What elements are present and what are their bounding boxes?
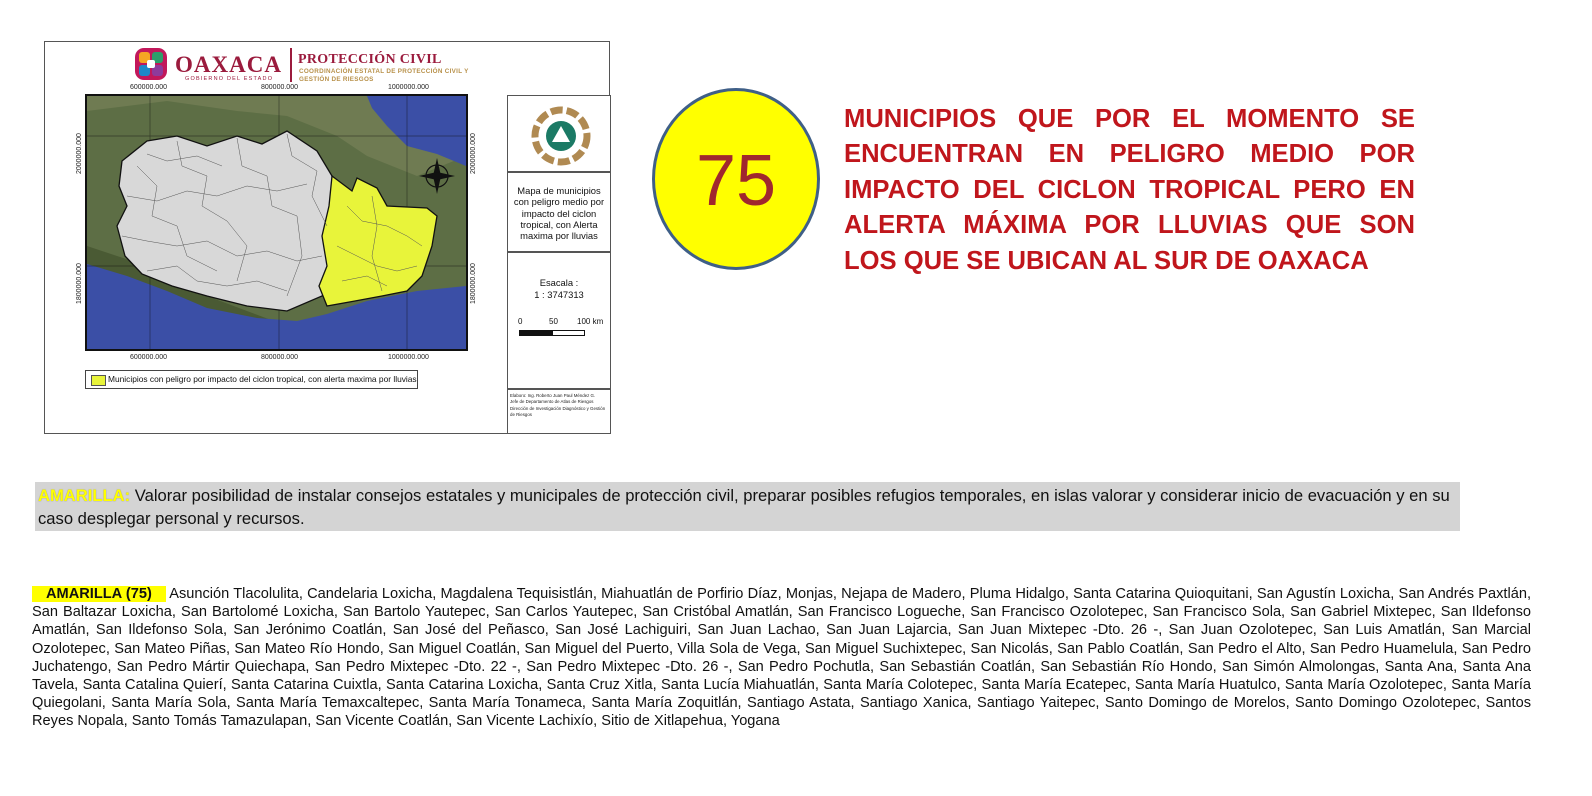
header-divider: [290, 48, 292, 82]
side-logo-box: [507, 95, 611, 172]
state-name: OAXACA: [175, 52, 282, 77]
scale-bar: [519, 330, 585, 336]
credit-line: Jefe de Departamento de Atlas de Riesgos: [510, 399, 594, 405]
scale-ratio: 1 : 3747313: [534, 289, 584, 300]
scale-tick-100: 100 km: [577, 317, 604, 326]
coord-left-2: 1800000.000: [76, 263, 83, 304]
map-credits: [508, 390, 610, 422]
headline: MUNICIPIOS QUE POR EL MOMENTO SE ENCUENTRAN EN PELIGRO MEDIO POR IMPACTO DEL CICLON TROPICAL PERO EN ALERTA MÁXIMA POR LLUVIAS QUE SON LOS QUE SE UBICAN AL SUR DE OAXACA: [844, 105, 1415, 275]
scale-label: Esacala :: [539, 277, 579, 288]
alert-paragraph: [38, 485, 1456, 530]
civil-protection-logo-icon: [508, 96, 612, 173]
state-subtitle: GOBIERNO DEL ESTADO: [185, 76, 274, 82]
agency-subtitle: COORDINACIÓN ESTATAL DE PROTECCIÓN CIVIL Y GESTIÓN DE RIESGOS: [299, 68, 469, 83]
municipality-names: Asunción Tlacolulita, Candelaria Loxicha, Magdalena Tequisistlán, Miahuatlán de Porfirio Díaz, Monjas, Nejapa de Madero, Pluma Hidalgo, Santa Catarina Quioquitani, San Agustín Loxicha, San Andrés Paxtlán, San Baltazar Loxicha, San Bartolomé Loxicha, San Bartolo Yautepec, San Carlos Yautepec, San Cristóbal Amatlán, San Francisco Logueche, San Francisco Ozolotepec, San Francisco Sola, San Gabriel Mixtepec, San Ildefonso Amatlán, San Ildefonso Sola, San Jerónimo Coatlán, San José del Peñasco, San José Lachiguiri, San Juan Lachao, San Juan Lajarcia, San Juan Mixtepec -Dto. 26 -, San Juan Ozolotepec, San Luis Amatlán, San Marcial Ozolotepec, San Mateo Piñas, San Mateo Río Hondo, San Miguel Coatlán, San Miguel del Puerto, Villa Sola de Vega, San Miguel Suchixtepec, San Nicolás, San Pablo Coatlán, San Pedro el Alto, San Pedro Huamelula, San Pedro Juchatengo, San Pedro Mártir Quiechapa, San Pedro Mixtepec -Dto. 22 -, San Pedro Mixtepec -Dto. 26 -, San Pedro Pochutla, San Sebastián Coatlán, San Sebastián Río Hondo, San Simón Almolongas, Santa Ana, Santa Ana Tavela, Santa Catalina Quierí, Santa Catarina Cuixtla, Santa Catarina Loxicha, Santa Cruz Xitla, Santa Lucía Miahuatlán, Santa María Colotepec, Santa María Ecatepec, Santa María Huatulco, Santa María Ozolotepec, Santa María Quiegolani, Santa María Sola, Santa María Temaxcaltepec, Santa María Tonameca, Santa María Zoquitlán, Santiago Astata, Santiago Xanica, Santiago Yaitepec, Santo Domingo de Morelos, Santo Domingo Ozolotepec, Santos Reyes Nopala, Santo Tomás Tamazulapan, San Vicente Coatlán, San Vicente Lachixío, Sitio de Xitlapehua, Yogana: [32, 586, 1532, 730]
alert-label: AMARILLA:: [38, 486, 131, 505]
alert-text: Valorar posibilidad de instalar consejos estatales y municipales de protección civil, preparar posibles refugios temporales, en islas valorar y considerar inicio de evacuación y en su caso desplegar personal y recursos.: [38, 486, 1450, 528]
map-description: Mapa de municipios con peligro medio por impacto del ciclon tropical, con Alerta maxima por lluvias: [513, 185, 605, 242]
side-description-box: [507, 172, 611, 252]
credit-line: Dirección de Investigación Diagnóstico y Gestión de Riesgos: [510, 405, 606, 418]
coord-bottom-1: 600000.000: [130, 354, 167, 361]
map-legend: [85, 370, 418, 389]
legend-yellow-swatch: [91, 375, 106, 386]
coord-bottom-2: 800000.000: [261, 354, 298, 361]
agency-title: PROTECCIÓN CIVIL: [298, 52, 442, 67]
count-badge: [652, 88, 820, 270]
alert-box: [35, 482, 1460, 531]
count-number: 75: [695, 141, 777, 221]
scale-box: [507, 252, 611, 389]
credits-box: [507, 389, 611, 434]
map-header: [133, 46, 469, 86]
coord-top-3: 1000000.000: [388, 84, 429, 91]
municipality-label: AMARILLA (75): [32, 586, 166, 602]
coord-top-1: 600000.000: [130, 84, 167, 91]
risk-map: [44, 41, 610, 434]
coord-left-1: 2000000.000: [76, 133, 83, 174]
coord-bottom-3: 1000000.000: [388, 354, 429, 361]
scale-tick-50: 50: [549, 317, 558, 326]
scale-tick-0: 0: [518, 317, 523, 326]
legend-label: Municipios con peligro por impacto del ciclon tropical, con alerta maxima por lluvias: [108, 374, 417, 384]
oaxaca-map-svg: [87, 96, 466, 349]
map-side-panel: [507, 95, 611, 435]
coord-right-2: 1800000.000: [470, 263, 477, 304]
oaxaca-emblem-icon: [133, 46, 169, 82]
map-canvas: [85, 94, 468, 351]
coord-right-1: 2000000.000: [470, 133, 477, 174]
municipality-list: [32, 585, 1531, 731]
credit-line: Elaboro: Ing. Roberto Juan Paul Méndez G.: [510, 393, 596, 398]
coord-top-2: 800000.000: [261, 84, 298, 91]
